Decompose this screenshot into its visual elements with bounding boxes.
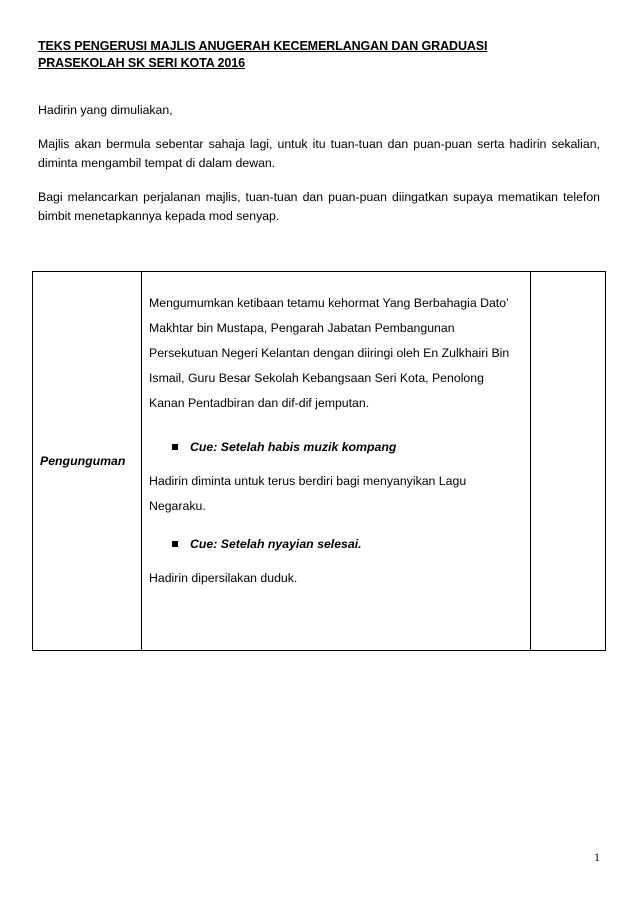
title-line-1: TEKS PENGERUSI MAJLIS ANUGERAH KECEMERLANGAN DAN GRADUASI bbox=[38, 39, 488, 53]
instruction-text: Hadirin diminta untuk terus berdiri bagi menyanyikan Lagu Negaraku. bbox=[149, 474, 467, 513]
phone-paragraph: Bagi melancarkan perjalanan majlis, tuan-tuan dan puan-puan diingatkan supaya mematikan telefon bimbit menetapkannya kepada mod senyap. bbox=[38, 190, 600, 223]
announcement-text: Mengumumkan ketibaan tetamu kehormat Yang Berbahagia Dato’ Makhtar bin Mustapa, Pengarah Jabatan Pembangunan Persekutuan Negeri Kelantan dengan diiringi oleh En Zulkhairi Bin Ismail, Guru Besar Sekolah Kebangsaan Seri Kota, Penolong Kanan Pentadbiran dan dif-dif jemputan. bbox=[149, 296, 510, 410]
cue-text: Cue: Setelah habis muzik kompang bbox=[190, 440, 397, 454]
instruction-text: Hadirin dipersilakan duduk. bbox=[149, 571, 298, 585]
table-row bbox=[33, 272, 606, 651]
cue-item bbox=[172, 535, 522, 553]
page-number: 1 bbox=[594, 850, 600, 864]
document-title bbox=[38, 38, 558, 72]
empty-cell bbox=[531, 272, 606, 651]
square-bullet-icon bbox=[172, 444, 178, 450]
program-table bbox=[32, 271, 606, 651]
cue-item bbox=[172, 438, 522, 456]
section-label: Pengunguman bbox=[40, 454, 126, 468]
content-cell bbox=[142, 272, 531, 651]
greeting-paragraph: Hadirin yang dimuliakan, bbox=[38, 103, 173, 117]
cue-text: Cue: Setelah nyayian selesai. bbox=[190, 537, 362, 551]
label-cell bbox=[33, 272, 142, 651]
square-bullet-icon bbox=[172, 541, 178, 547]
title-line-2: PRASEKOLAH SK SERI KOTA 2016 bbox=[38, 56, 245, 70]
seating-paragraph: Majlis akan bermula sebentar sahaja lagi, untuk itu tuan-tuan dan puan-puan serta hadirin sekalian, diminta mengambil tempat di dalam dewan. bbox=[38, 137, 600, 170]
